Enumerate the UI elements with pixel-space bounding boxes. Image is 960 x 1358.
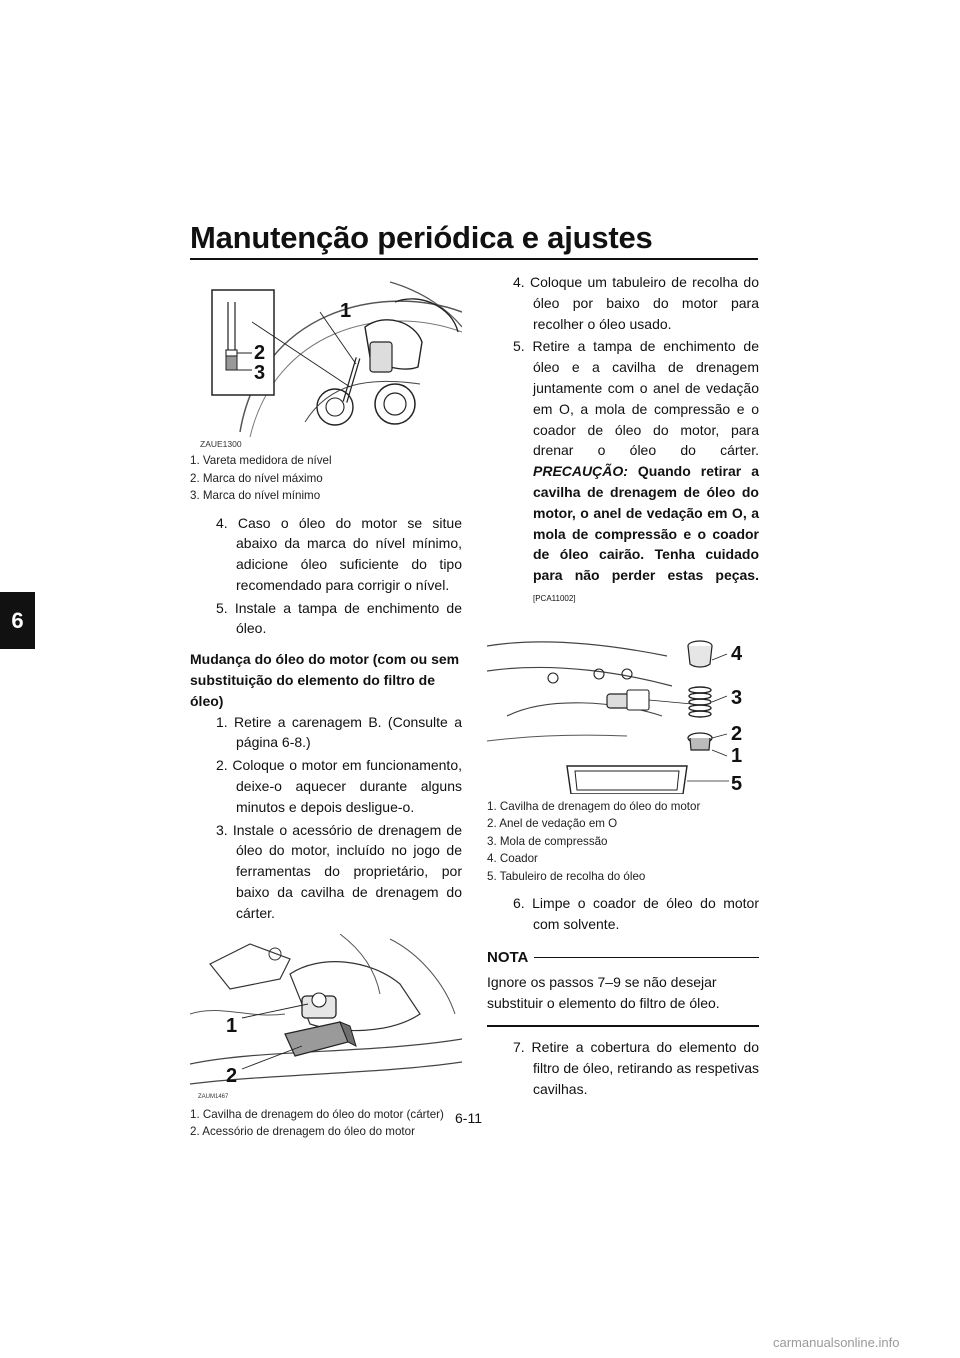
step-item: 4. Caso o óleo do motor se situe abaixo da marca do nível mínimo, adicione óleo suficiente do tipo recomendado para corrigir o nível. bbox=[216, 514, 462, 593]
figure-drain-parts bbox=[487, 616, 759, 794]
figure1-callout-2: 2 bbox=[254, 342, 266, 364]
dipstick-illustration bbox=[190, 272, 462, 442]
drain-accessory-illustration bbox=[190, 934, 462, 1102]
figure1-callout-1: 1 bbox=[340, 300, 352, 322]
left-steps bbox=[190, 513, 462, 640]
nota-box bbox=[487, 949, 759, 1027]
legend-item: 3. Marca do nível mínimo bbox=[190, 489, 321, 502]
page-number: 6-11 bbox=[455, 1110, 482, 1126]
caution-text: Quando retirar a cavilha de drenagem de óleo do motor, o anel de vedação em O, a mola de compressão e o coador de óleo cairão. Tenha cuidado para não perder estas peças. bbox=[533, 463, 760, 584]
figure2-callout-1: 1 bbox=[226, 1014, 238, 1037]
watermark: carmanualsonline.info bbox=[773, 1335, 900, 1350]
right-column bbox=[487, 272, 759, 1101]
legend-item: 1. Cavilha de drenagem do óleo do motor bbox=[487, 799, 701, 813]
figure3-callout-4: 4 bbox=[731, 642, 743, 665]
step-item bbox=[487, 336, 759, 609]
nota-rule bbox=[534, 957, 759, 959]
legend-item: 2. Anel de vedação em O bbox=[487, 817, 618, 831]
caution-label: PRECAUÇÃO: bbox=[533, 463, 628, 480]
figure1-legend bbox=[190, 452, 462, 505]
step-item: 7. Retire a cobertura do elemento do filtro de óleo, retirando as respetivas cavilhas. bbox=[513, 1038, 759, 1097]
drain-parts-illustration bbox=[487, 616, 759, 794]
section-heading: Mudança do óleo do motor (com ou sem substituição do elemento do filtro de óleo) bbox=[190, 651, 460, 709]
legend-item: 5. Tabuleiro de recolha do óleo bbox=[487, 869, 646, 883]
step-item: 2. Coloque o motor em funcionamento, deixe-o aquecer durante alguns minutos e depois desligue-o. bbox=[216, 757, 462, 815]
step-text: 5. Retire a tampa de enchimento de óleo e a cavilha de drenagem juntamente com o anel de vedação em O, a mola de compressão e o coador de óleo do motor, para drenar o óleo do cárter. bbox=[513, 338, 759, 459]
nota-end-rule bbox=[487, 1025, 759, 1027]
step-item: 4. Coloque um tabuleiro de recolha do óleo por baixo do motor para recolher o óleo usado. bbox=[513, 274, 759, 332]
figure2-callout-2: 2 bbox=[226, 1064, 238, 1087]
nota-text: Ignore os passos 7–9 se não desejar substituir o elemento do filtro de óleo. bbox=[487, 973, 720, 1011]
figure-drain-accessory bbox=[190, 934, 462, 1102]
legend-item: 1. Vareta medidora de nível bbox=[190, 454, 332, 467]
figure3-callout-2: 2 bbox=[731, 722, 743, 745]
step7-list bbox=[487, 1037, 759, 1099]
step-item: 3. Instale o acessório de drenagem de óleo do motor, incluído no jogo de ferramentas do proprietário, por baixo da cavilha de drenagem do cárter. bbox=[216, 821, 462, 921]
caution-code: [PCA11002] bbox=[533, 593, 576, 603]
nota-label: NOTA bbox=[487, 948, 529, 966]
section-steps bbox=[190, 712, 462, 924]
figure3-legend bbox=[487, 798, 759, 886]
legend-item: 2. Marca do nível máximo bbox=[190, 471, 323, 485]
figure2-legend bbox=[190, 1106, 462, 1141]
header-rule bbox=[190, 258, 758, 260]
right-steps bbox=[487, 272, 759, 610]
legend-item: 4. Coador bbox=[487, 852, 538, 866]
figure-dipstick bbox=[190, 272, 462, 449]
left-column bbox=[190, 272, 462, 1141]
figure3-callout-5: 5 bbox=[731, 772, 743, 794]
legend-item: 1. Cavilha de drenagem do óleo do motor (cárter) bbox=[190, 1107, 444, 1121]
page-title: Manutenção periódica e ajustes bbox=[190, 220, 653, 255]
figure3-callout-3: 3 bbox=[731, 686, 743, 709]
step-item: 5. Instale a tampa de enchimento de óleo. bbox=[216, 599, 462, 637]
figure3-callout-1: 1 bbox=[731, 744, 743, 767]
step-item: 6. Limpe o coador de óleo do motor com solvente. bbox=[513, 895, 759, 933]
step6-list bbox=[487, 893, 759, 935]
figure1-callout-3: 3 bbox=[254, 362, 266, 384]
figure2-code: ZAUM1467 bbox=[198, 1093, 229, 1100]
figure1-code: ZAUE1300 bbox=[200, 439, 242, 449]
step-item: 1. Retire a carenagem B. (Consulte a página 6-8.) bbox=[216, 713, 462, 751]
nota-header bbox=[487, 949, 759, 966]
chapter-tab[interactable]: 6 bbox=[0, 592, 35, 649]
legend-item: 3. Mola de compressão bbox=[487, 834, 608, 848]
legend-item: 2. Acessório de drenagem do óleo do motor bbox=[190, 1125, 415, 1139]
